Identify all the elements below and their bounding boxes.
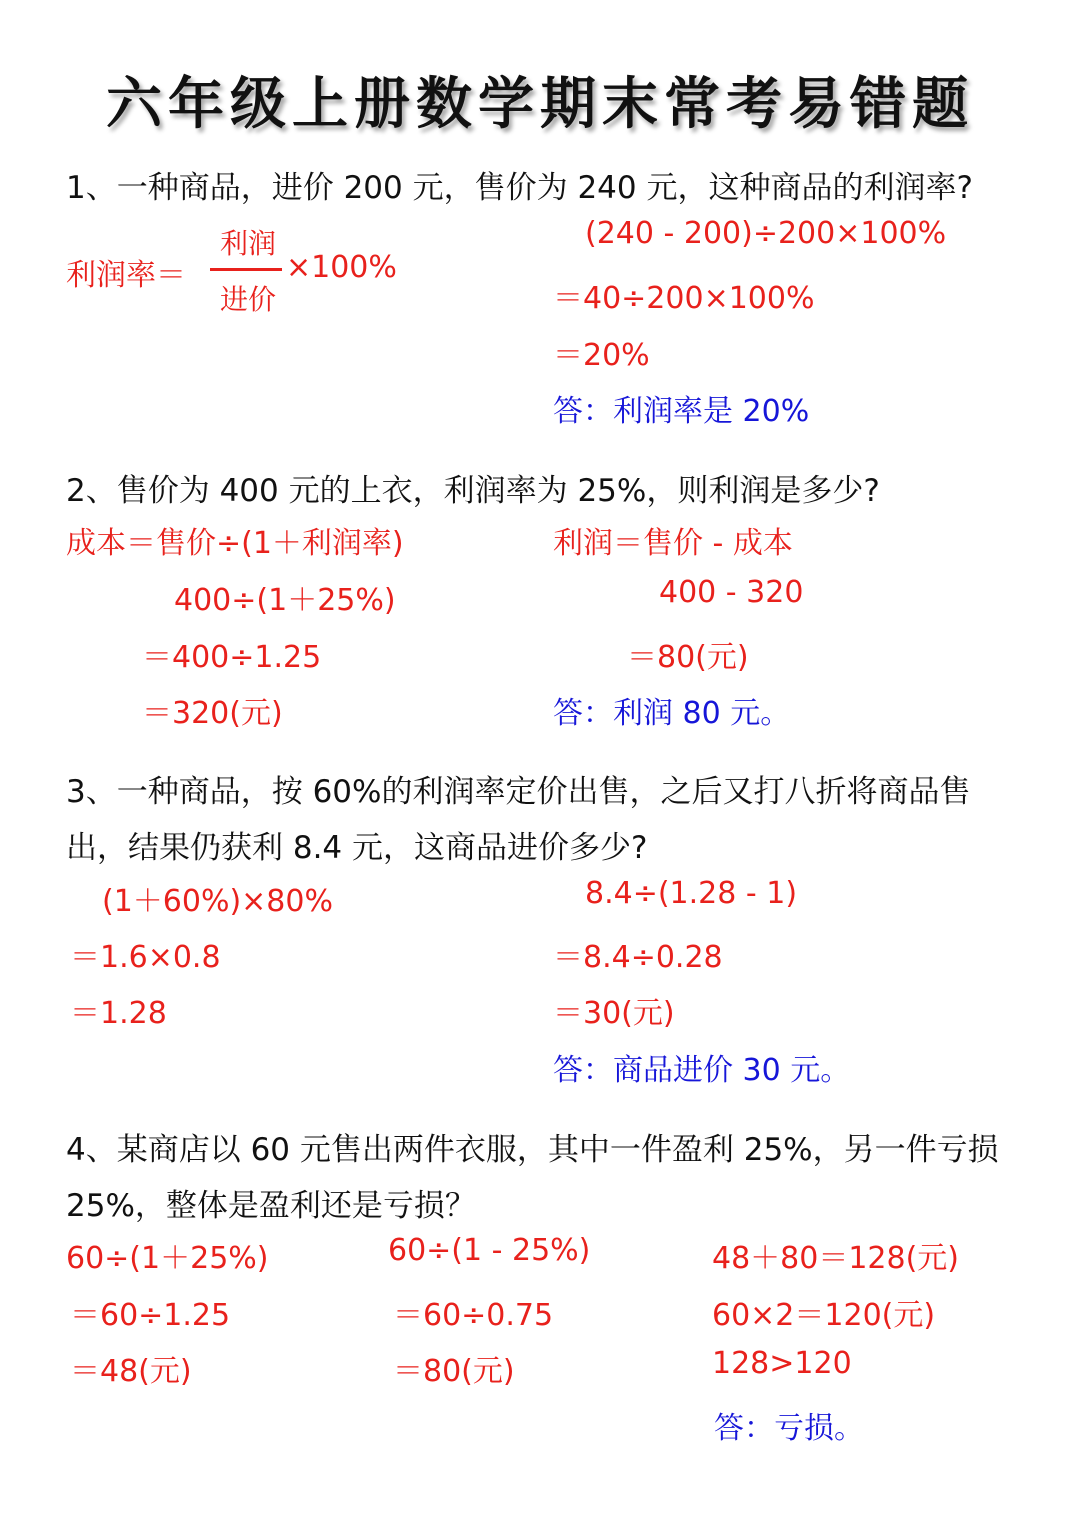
q4-answer: 答：亏损。 bbox=[714, 1411, 864, 1446]
q4-c-step-3: 128>120 bbox=[712, 1346, 852, 1381]
q4-c-step-2: 60×2＝120(元) bbox=[712, 1298, 936, 1333]
q1-fraction-denominator: 进价 bbox=[219, 283, 276, 316]
q1-formula-right: ×100% bbox=[286, 250, 397, 285]
page-title: 六年级上册数学期末常考易错题 bbox=[106, 72, 974, 137]
q4-b-step-2: ＝60÷0.75 bbox=[393, 1298, 554, 1333]
q2-answer: 答：利润 80 元。 bbox=[553, 696, 791, 731]
q4-a-step-2: ＝60÷1.25 bbox=[70, 1298, 231, 1333]
q1-answer: 答：利润率是 20% bbox=[553, 394, 810, 429]
q4-question-line-2: 25%，整体是盈利还是亏损？ bbox=[66, 1188, 476, 1224]
q4-question-line-1: 4、某商店以 60 元售出两件衣服，其中一件盈利 25%，另一件亏损 bbox=[66, 1132, 999, 1168]
q3-answer: 答：商品进价 30 元。 bbox=[553, 1053, 851, 1088]
q3-b-step-3: ＝30(元) bbox=[553, 996, 675, 1031]
q4-a-step-3: ＝48(元) bbox=[70, 1354, 192, 1389]
q1-fraction bbox=[210, 222, 286, 318]
q1-step-2: ＝40÷200×100% bbox=[553, 281, 815, 316]
q3-question-line-2: 出，结果仍获利 8.4 元，这商品进价多少? bbox=[66, 830, 648, 866]
q1-formula-left: 利润率＝ bbox=[66, 258, 186, 293]
q1-step-1: (240 - 200)÷200×100% bbox=[585, 216, 947, 251]
q1-fraction-numerator: 利润 bbox=[219, 227, 276, 260]
q2-cost-step-3: ＝320(元) bbox=[142, 696, 283, 731]
q2-cost-step-1: 400÷(1＋25%) bbox=[174, 583, 396, 618]
q3-a-step-2: ＝1.6×0.8 bbox=[70, 940, 221, 975]
q1-fraction-bar bbox=[210, 268, 282, 271]
q3-b-step-2: ＝8.4÷0.28 bbox=[553, 940, 723, 975]
q2-formula-profit: 利润＝售价 - 成本 bbox=[553, 526, 793, 561]
q2-formula-cost: 成本＝售价÷(1＋利润率) bbox=[66, 526, 404, 561]
q1-step-3: ＝20% bbox=[553, 338, 650, 373]
q2-cost-step-2: ＝400÷1.25 bbox=[142, 640, 322, 675]
q2-profit-step-2: ＝80(元) bbox=[627, 640, 749, 675]
q2-question: 2、售价为 400 元的上衣，利润率为 25%，则利润是多少? bbox=[66, 473, 880, 509]
q1-question: 1、一种商品，进价 200 元，售价为 240 元，这种商品的利润率? bbox=[66, 170, 973, 206]
q2-profit-step-1: 400 - 320 bbox=[659, 575, 804, 610]
q4-b-step-1: 60÷(1 - 25%) bbox=[388, 1233, 591, 1268]
q3-b-step-1: 8.4÷(1.28 - 1) bbox=[585, 876, 798, 911]
q4-a-step-1: 60÷(1＋25%) bbox=[66, 1241, 269, 1276]
q3-a-step-3: ＝1.28 bbox=[70, 996, 167, 1031]
q4-b-step-3: ＝80(元) bbox=[393, 1354, 515, 1389]
q3-a-step-1: (1＋60%)×80% bbox=[102, 884, 333, 919]
q3-question-line-1: 3、一种商品，按 60%的利润率定价出售，之后又打八折将商品售 bbox=[66, 774, 971, 810]
q4-c-step-1: 48＋80＝128(元) bbox=[712, 1241, 960, 1276]
